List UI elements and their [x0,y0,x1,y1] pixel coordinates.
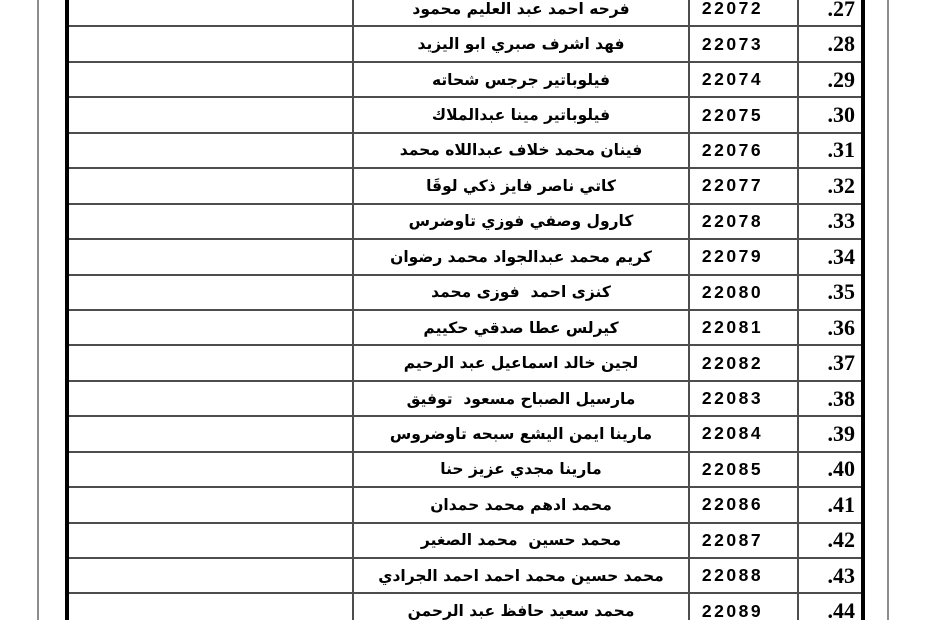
student-id-cell: 22088 [690,559,799,592]
table-row [69,524,861,559]
student-id-cell: 22082 [690,346,799,379]
row-number-cell: .37 [827,350,855,376]
empty-cell [69,169,354,202]
table-row [69,240,861,275]
row-number-cell: .36 [827,314,855,340]
student-name-cell: محمد حسين محمد الصغير [354,524,690,557]
table-row [69,453,861,488]
student-id-cell: 22085 [690,453,799,486]
empty-cell [69,559,354,592]
student-id-cell: 22074 [690,63,799,96]
empty-cell [69,63,354,96]
student-name-cell: مارسيل الصباح مسعود توفيق [354,382,690,415]
student-name-cell: فهد اشرف صبري ابو اليزيد [354,27,690,60]
student-id-cell: 22086 [690,488,799,521]
empty-cell [69,276,354,309]
student-name-cell: مارينا مجدي عزيز حنا [354,453,690,486]
student-name-cell: لجين خالد اسماعيل عبد الرحيم [354,346,690,379]
empty-cell [69,27,354,60]
table-row [69,382,861,417]
student-name-cell: كيرلس عطا صدقي حكييم [354,311,690,344]
registry-table [65,0,865,620]
table-row [69,205,861,240]
row-number-cell: .31 [827,137,855,163]
empty-cell [69,0,354,25]
table-row [69,276,861,311]
table-row [69,63,861,98]
row-number-cell: .41 [827,491,855,517]
empty-cell [69,524,354,557]
student-name-cell: مارينا ايمن اليشع سبحه تاوضروس [354,417,690,450]
row-number-cell: .39 [827,420,855,446]
student-name-cell: كنزى احمد فوزى محمد [354,276,690,309]
row-number-cell: .42 [827,527,855,553]
row-number-cell: .29 [827,66,855,92]
student-id-cell: 22087 [690,524,799,557]
student-id-cell: 22077 [690,169,799,202]
table-row [69,417,861,452]
table-row [69,559,861,594]
student-name-cell: محمد حسين محمد احمد احمد الجرادي [354,559,690,592]
student-name-cell: محمد سعيد حافظ عبد الرحمن [354,594,690,620]
table-row [69,98,861,133]
student-id-cell: 22072 [690,0,799,25]
row-number-cell: .27 [827,0,855,21]
row-number-cell: .44 [827,598,855,620]
page-border-right-rule [887,0,889,620]
empty-cell [69,134,354,167]
row-number-cell: .30 [827,102,855,128]
empty-cell [69,205,354,238]
student-name-cell: كريم محمد عبدالجواد محمد رضوان [354,240,690,273]
student-name-cell: فينان محمد خلاف عبداللاه محمد [354,134,690,167]
table-row [69,594,861,620]
empty-cell [69,594,354,620]
student-id-cell: 22089 [690,594,799,620]
student-name-cell: كارول وصفي فوزي تاوضرس [354,205,690,238]
student-id-cell: 22075 [690,98,799,131]
table-row [69,346,861,381]
empty-cell [69,417,354,450]
student-name-cell: فرحه احمد عبد العليم محمود [354,0,690,25]
student-id-cell: 22081 [690,311,799,344]
row-number-cell: .33 [827,208,855,234]
row-number-cell: .34 [827,243,855,269]
table-row [69,134,861,169]
student-id-cell: 22073 [690,27,799,60]
page-border-left-rule [37,0,39,620]
student-id-cell: 22076 [690,134,799,167]
row-number-cell: .32 [827,172,855,198]
student-name-cell: فيلوباتير جرجس شحاته [354,63,690,96]
student-id-cell: 22083 [690,382,799,415]
student-name-cell: فيلوباتير مينا عبدالملاك [354,98,690,131]
row-number-cell: .35 [827,279,855,305]
empty-cell [69,98,354,131]
empty-cell [69,453,354,486]
table-row [69,169,861,204]
student-id-cell: 22080 [690,276,799,309]
table-row [69,488,861,523]
student-id-cell: 22084 [690,417,799,450]
table-row [69,311,861,346]
student-id-cell: 22078 [690,205,799,238]
empty-cell [69,240,354,273]
row-number-cell: .28 [827,31,855,57]
row-number-cell: .38 [827,385,855,411]
student-name-cell: محمد ادهم محمد حمدان [354,488,690,521]
student-id-cell: 22079 [690,240,799,273]
table-row [69,0,861,27]
student-name-cell: كاتي ناصر فايز ذكي لوقَا [354,169,690,202]
row-number-cell: .43 [827,562,855,588]
empty-cell [69,382,354,415]
empty-cell [69,311,354,344]
table-row [69,27,861,62]
row-number-cell: .40 [827,456,855,482]
empty-cell [69,488,354,521]
empty-cell [69,346,354,379]
